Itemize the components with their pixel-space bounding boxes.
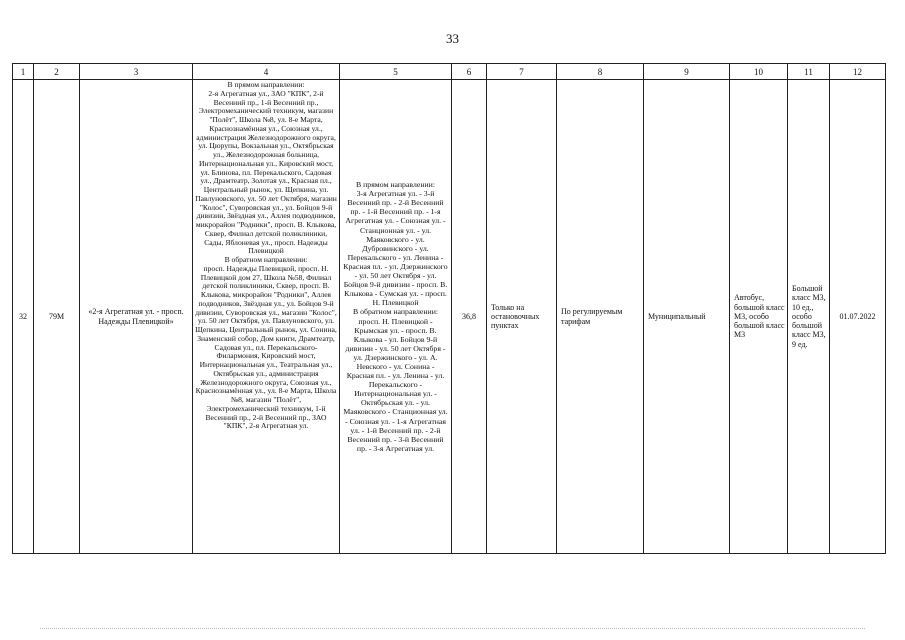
col-header: 2 (34, 64, 80, 80)
row-number: 32 (13, 80, 34, 554)
col-header: 7 (487, 64, 557, 80)
col-header: 4 (193, 64, 340, 80)
stops-forward-heading: В прямом направлении: (227, 80, 305, 89)
scan-artifact-line (40, 628, 865, 629)
streets-forward-heading: В прямом направлении: (355, 180, 436, 190)
stop-order: Только на остановочных пунктах (487, 80, 557, 554)
col-header: 11 (788, 64, 830, 80)
route-registry-table (12, 63, 886, 554)
carrier-type: Муниципальный (644, 80, 730, 554)
col-header: 9 (644, 64, 730, 80)
col-header: 12 (830, 64, 886, 80)
stops-reverse-list: просп. Надежды Плевицкой, просп. Н. Плевицкой дом 27, Школа №58, Филиал детской поликлиники, Сквер, просп. В. Клыкова, микрорайон "Родники", Аллея подводников, Звёздная ул., ул. Бойцов 9-й дивизии, Суворовская ул., магазин "Колос", ул. 50 лет Октября, ул. Павлуновского, ул. Щепкина, Центральный рынок, ул. Сонина, Знаменский собор, Дом книги, Драмтеатр, Садовая ул., пл. Перекальского-Филармония, Кировский мост, Интернациональная ул., Театральная ул., Октябрьская ул., администрация Железнодорожного округа, Союзная ул., Краснознамённая ул., ул. 8-е Марта, Школа №8, магазин "Полёт", Электромеханический техникум, 1-й Весенний пр., 2-й Весенний пр., ЗАО "КПК", 2-я Агрегатная ул. (195, 263, 337, 431)
col-header: 10 (730, 64, 788, 80)
route-length: 36,8 (452, 80, 487, 554)
streets-cell (340, 80, 452, 554)
column-number-row (13, 64, 886, 80)
stops-reverse-heading: В обратном направлении: (224, 255, 308, 264)
col-header: 1 (13, 64, 34, 80)
col-header: 3 (80, 64, 193, 80)
tariff-type: По регулируемым тарифам (557, 80, 644, 554)
route-name: «2-я Агрегатная ул. - просп. Надежды Плевицкой» (80, 80, 193, 554)
table-row (13, 80, 886, 554)
route-number: 79М (34, 80, 80, 554)
vehicle-class: Автобус, большой класс М3, особо большой класс М3 (730, 80, 788, 554)
streets-forward-list: 3-я Агрегатная ул. - 3-й Весенний пр. - 2-й Весенний пр. - 1-й Весенний пр. - 1-я Агрегатная ул. - Союзная ул. - Станционная ул. - ул. Маяковского - ул. Дубровинского - ул. Перекальского - ул. Ленина - Красная пл. - ул. Дзержинского - ул. 50 лет Октября - ул. Бойцов 9-й дивизии - просп. В. Клыкова - Сумская ул. - просп. Н. Плевицкой (343, 189, 448, 308)
stops-forward-list: 2-я Агрегатная ул., ЗАО "КПК", 2-й Весенний пр., 1-й Весенний пр., Электромеханический техникум, магазин "Полёт", Школа №8, ул. 8-е Марта, Краснознамённая ул., Союзная ул., администрация Железнодорожного округа, ул. Цюрупы, Вокзальная ул., Октябрьская ул., Железнодорожная больница, Интернациональная ул., Кировский мост, ул. Блинова, пл. Перекальского, Садовая ул., Драмтеатр, Золотая ул., Красная пл., Центральный рынок, ул. Щепкина, ул. Павлуновского, ул. 50 лет Октября, магазин "Колос", Суворовская ул., ул. Бойцов 9-й дивизии, Звёздная ул., Аллея подводников, микрорайон "Родники", просп. В. Клыкова, Сквер, Филиал детской поликлиники, Сады, Яблоневая ул., просп. Надежды Плевицкой (195, 88, 337, 256)
col-header: 6 (452, 64, 487, 80)
col-header: 5 (340, 64, 452, 80)
stops-cell (193, 80, 340, 554)
page-number: 33 (446, 31, 459, 46)
streets-reverse-heading: В обратном направлении: (352, 307, 439, 317)
vehicle-count: Большой класс М3, 10 ед., особо большой класс М3, 9 ед. (788, 80, 830, 554)
col-header: 8 (557, 64, 644, 80)
start-date: 01.07.2022 (830, 80, 886, 554)
streets-reverse-list: просп. Н. Плевицкой - Крымская ул. - просп. В. Клыкова - ул. Бойцов 9-й дивизии - ул. 50 лет Октября - ул. Дзержинского - ул. А. Невского - ул. Сонина - Красная пл. - ул. Ленина - ул. Перекальского - Интернациональная ул. - Октябрьская ул. - ул. Маяковского - Станционная ул. - Союзная ул. - 1-я Агрегатная ул. - 1-й Весенний пр. - 2-й Весенний пр. - 3-й Весенний пр. - 3-я Агрегатная ул. (343, 316, 448, 453)
